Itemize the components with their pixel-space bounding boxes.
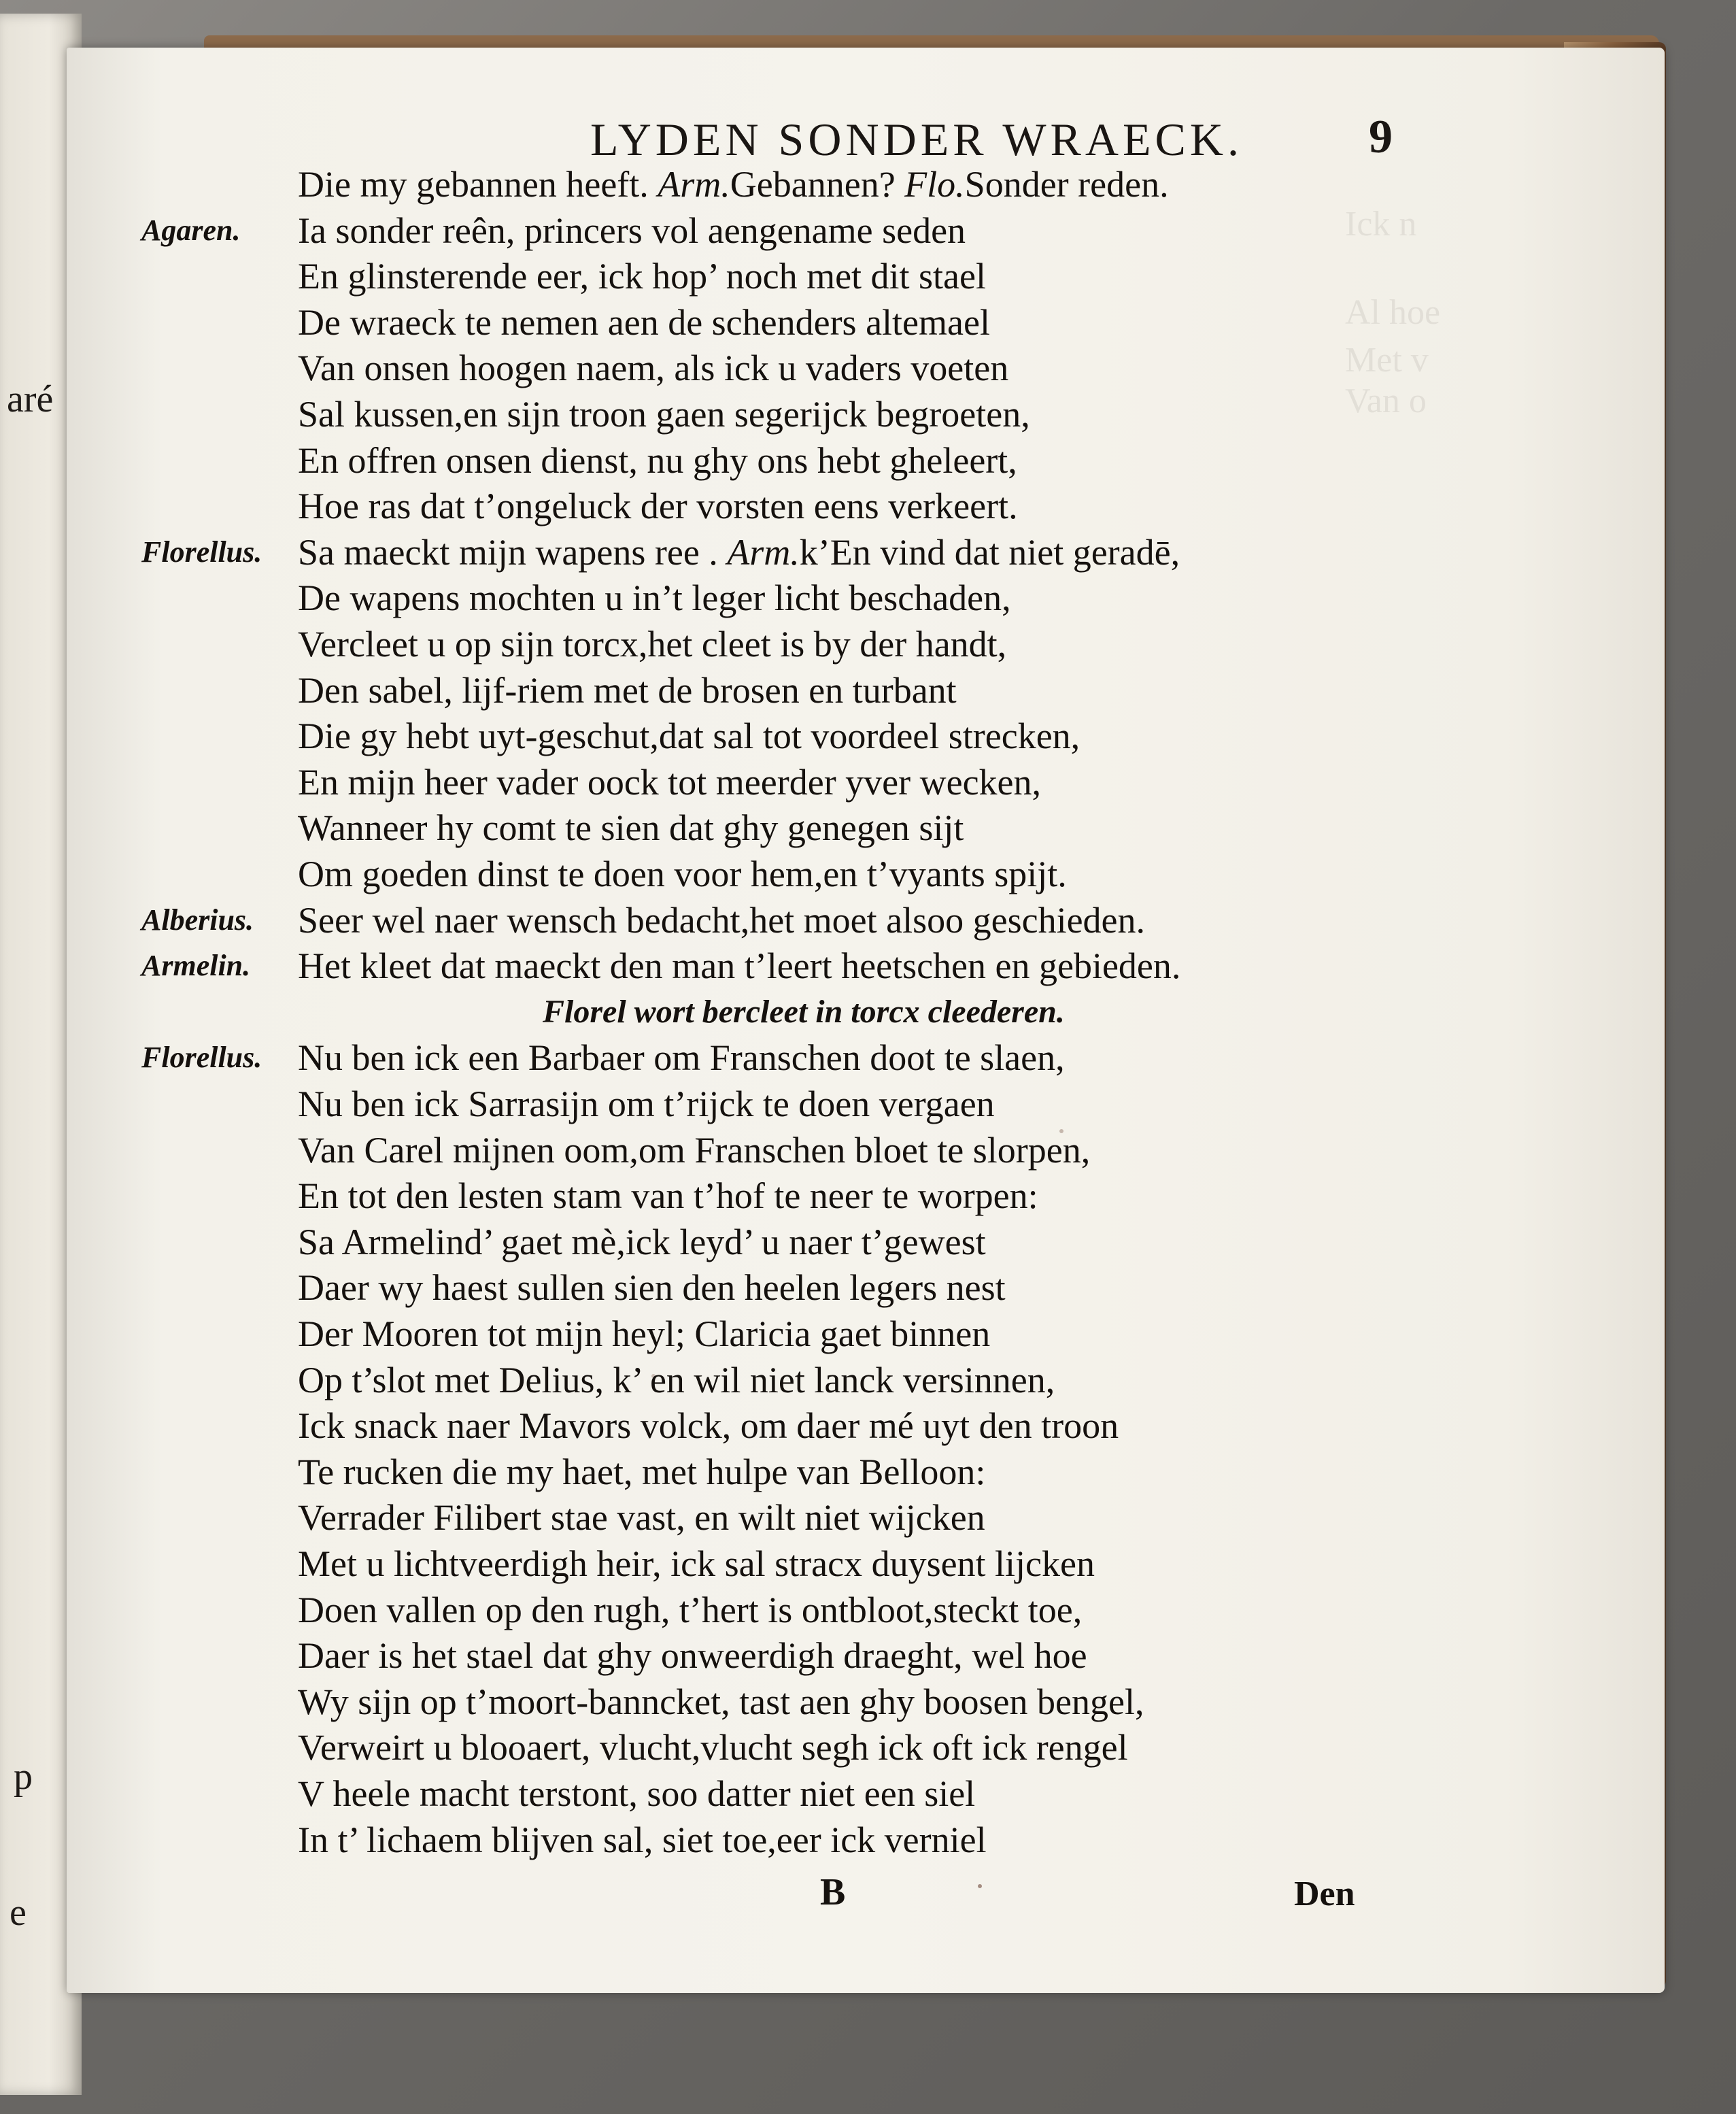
verse-text: Der Mooren tot mijn heyl; Claricia gaet binnen [298, 1313, 991, 1354]
verse-line [298, 668, 957, 713]
verse-line [298, 300, 990, 345]
verse-line [298, 208, 966, 253]
speaker-label: Florellus. [141, 1041, 262, 1074]
bleed-through: Met v [1345, 341, 1429, 380]
speaker-abbreviation: Arm. [727, 532, 800, 573]
signature-mark: B [820, 1871, 846, 1913]
verse-text: Sa maeckt mijn wapens ree . [298, 532, 728, 573]
verse-line [298, 438, 1017, 483]
verse-text: Op t’slot met Delius, k’ en wil niet lanck versinnen, [298, 1360, 1055, 1400]
verse-text: Vercleet u op sijn torcx,het cleet is by der handt, [298, 624, 1007, 665]
verse-text: Daer wy haest sullen sien den heelen legers nest [298, 1267, 1006, 1308]
verse-line [298, 1173, 1038, 1218]
verse-line [298, 1265, 1006, 1310]
verse-line [298, 1449, 985, 1494]
verse-line [298, 1725, 1128, 1770]
verse-text: Van Carel mijnen oom,om Franschen bloet te slorpen, [298, 1130, 1091, 1171]
bleed-through: Ick n [1345, 205, 1417, 244]
verse-line [298, 898, 1145, 943]
speaker-label: Agaren. [141, 214, 241, 247]
verse-text: Ick snack naer Mavors volck, om daer mé uyt den troon [298, 1405, 1119, 1446]
verse-line [298, 1403, 1119, 1448]
speaker-label: Armelin. [141, 949, 251, 982]
verse-text: Nu ben ick een Barbaer om Franschen doot te slaen, [298, 1037, 1065, 1078]
verse-text: Daer is het stael dat ghy onweerdigh draeght, wel hoe [298, 1635, 1087, 1676]
verse-text: Gebannen? [730, 164, 905, 205]
verse-line [298, 575, 1011, 620]
verse-text: k’En vind dat niet geradē, [799, 532, 1180, 573]
verse-line [298, 1220, 986, 1264]
left-page-fragment: p [14, 1756, 33, 1798]
page-number: 9 [1369, 111, 1393, 163]
verse-text: De wapens mochten u in’t leger licht beschaden, [298, 577, 1011, 618]
verse-line [298, 1358, 1055, 1403]
verse-text: Sa Armelind’ gaet mè,ick leyd’ u naer t’gewest [298, 1222, 986, 1262]
verse-line [298, 805, 964, 850]
verse-text: Verweirt u blooaert, vlucht,vlucht segh ick oft ick rengel [298, 1727, 1128, 1768]
verse-line [298, 392, 1030, 437]
left-page-fragment: aré [7, 378, 54, 420]
verse-line [298, 852, 1067, 896]
verse-text: En tot den lesten stam van t’hof te neer te worpen: [298, 1175, 1038, 1216]
verse-text: Doen vallen op den rugh, t’hert is ontbloot,steckt toe, [298, 1590, 1083, 1630]
verse-line [298, 1633, 1087, 1678]
verse-line [298, 254, 986, 299]
verse-line [298, 1771, 975, 1816]
verse-text: En offren onsen dienst, nu ghy ons hebt gheleert, [298, 440, 1017, 481]
verse-text: Met u lichtveerdigh heir, ick sal stracx duysent lijcken [298, 1543, 1095, 1584]
verse-text: Van onsen hoogen naem, als ick u vaders voeten [298, 348, 1009, 388]
verse-text: Ia sonder reên, princers vol aengename seden [298, 210, 966, 251]
verse-text: Om goeden dinst te doen voor hem,en t’vyants spijt. [298, 854, 1067, 894]
verse-text: Den sabel, lijf-riem met de brosen en turbant [298, 670, 957, 711]
verse-text: Wanneer hy comt te sien dat ghy genegen sijt [298, 807, 964, 848]
verse-text: Sal kussen,en sijn troon gaen segerijck begroeten, [298, 394, 1030, 435]
verse-line [298, 1495, 985, 1540]
verse-line [298, 162, 1169, 207]
verse-line [298, 714, 1080, 758]
verse-line [298, 1128, 1090, 1173]
verse-line [298, 1588, 1082, 1632]
verse-text: Te rucken die my haet, met hulpe van Belloon: [298, 1452, 986, 1492]
verse-line [298, 1311, 990, 1356]
bleed-through: Van o [1345, 382, 1427, 420]
stage-direction: Florel wort bercleet in torcx cleederen. [543, 994, 1065, 1030]
verse-line [298, 1081, 995, 1126]
speaker-abbreviation: Flo. [904, 164, 965, 205]
page-text-block [67, 48, 1665, 1993]
speaker-abbreviation: Arm. [658, 164, 730, 205]
verse-text: Sonder reden. [964, 164, 1169, 205]
verse-line [298, 1541, 1095, 1586]
verse-text: Hoe ras dat t’ongeluck der vorsten eens verkeert. [298, 486, 1018, 526]
verse-text: En glinsterende eer, ick hop’ noch met dit stael [298, 256, 986, 297]
verse-text: De wraeck te nemen aen de schenders altemael [298, 302, 990, 343]
running-title: LYDEN SONDER WRAECK. [590, 114, 1244, 165]
verse-text: Het kleet dat maeckt den man t’leert heetschen en gebieden. [298, 945, 1181, 986]
verse-text: In t’ lichaem blijven sal, siet toe,eer ick verniel [298, 1819, 987, 1860]
verse-line [298, 622, 1006, 667]
verse-text: Verrader Filibert stae vast, en wilt niet wijcken [298, 1497, 985, 1538]
verse-line [298, 760, 1041, 805]
verse-text: Wy sijn op t’moort-banncket, tast aen ghy boosen bengel, [298, 1681, 1144, 1722]
verse-line [298, 1035, 1065, 1080]
verse-line [298, 484, 1018, 528]
verse-text: En mijn heer vader oock tot meerder yver wecken, [298, 762, 1042, 803]
verse-text: Die gy hebt uyt-geschut,dat sal tot voordeel strecken, [298, 716, 1080, 756]
speaker-label: Florellus. [141, 535, 262, 569]
verse-text: Nu ben ick Sarrasijn om t’rijck te doen vergaen [298, 1084, 995, 1124]
book-page [67, 48, 1665, 1993]
verse-text: Seer wel naer wensch bedacht,het moet alsoo geschieden. [298, 900, 1146, 941]
speaker-label: Alberius. [141, 903, 254, 937]
verse-text: V heele macht terstont, soo datter niet een siel [298, 1773, 976, 1814]
verse-text: Die my gebannen heeft. [298, 164, 658, 205]
verse-line [298, 1679, 1144, 1724]
bleed-through: Al hoe [1345, 293, 1441, 332]
verse-line [298, 530, 1180, 575]
catchword: Den [1294, 1875, 1355, 1913]
paper-speck [978, 1884, 982, 1888]
left-page-fragment: e [10, 1892, 27, 1934]
verse-line [298, 943, 1180, 988]
verse-line [298, 1817, 987, 1862]
verse-line [298, 346, 1008, 390]
